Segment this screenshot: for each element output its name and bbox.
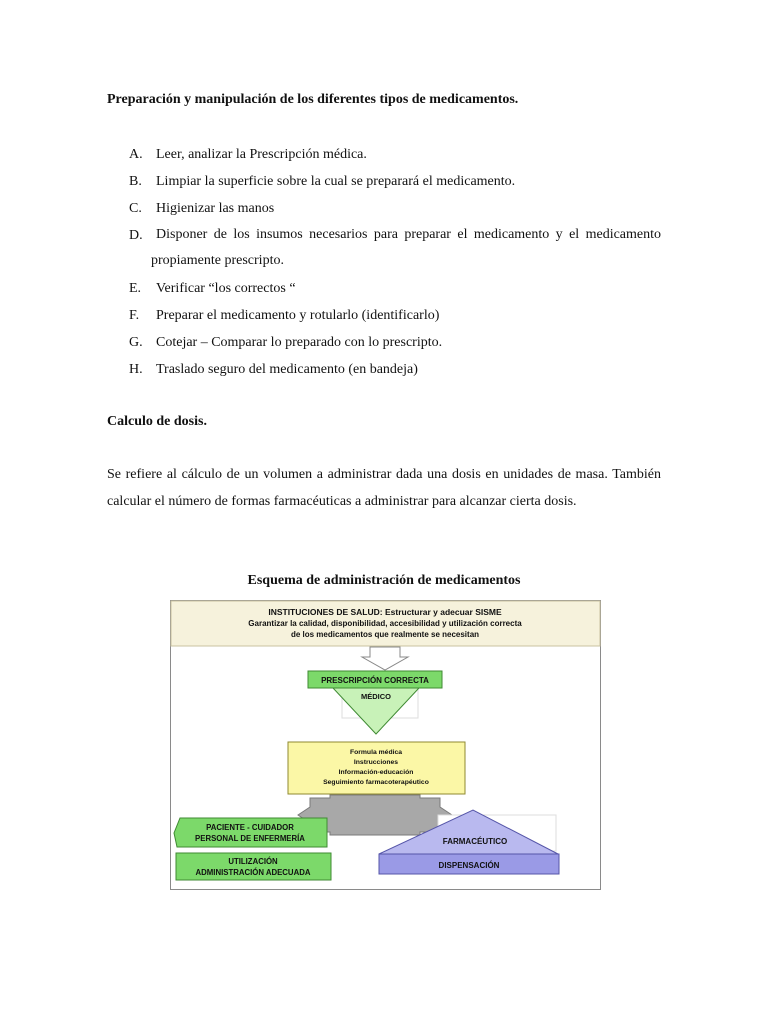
list-item xyxy=(129,222,661,275)
patient-line1: PACIENTE - CUIDADOR xyxy=(206,823,294,832)
dose-paragraph: Se refiere al cálculo de un volumen a administrar dada una dosis en unidades de masa. También calcular el número de formas farmacéuticas a administrar para alcanzar cierta dosis. xyxy=(107,467,661,509)
list-item xyxy=(129,329,661,356)
formula-line4: Seguimiento farmacoterapéutico xyxy=(323,779,429,786)
dispensing-label: DISPENSACIÓN xyxy=(438,861,500,870)
list-text: Preparar el medicamento y rotularlo (identificarlo) xyxy=(156,308,440,323)
list-text: Disponer de los insumos necesarios para preparar el medicamento y el medicamento propiamente prescripto. xyxy=(151,227,661,268)
list-letter: E. xyxy=(129,281,142,296)
list-letter: A. xyxy=(129,147,143,162)
administration-diagram xyxy=(170,600,601,890)
institutions-line2: Garantizar la calidad, disponibilidad, accesibilidad y utilización correcta xyxy=(248,619,522,628)
list-letter: F. xyxy=(129,308,140,323)
list-letter: C. xyxy=(129,201,142,216)
list-letter: D. xyxy=(129,228,143,243)
doctor-label: MÉDICO xyxy=(361,692,391,701)
diagram-svg xyxy=(170,600,601,890)
list-item xyxy=(129,168,661,195)
list-letter: G. xyxy=(129,335,143,350)
steps-list xyxy=(129,141,661,383)
diagram-title: Esquema de administración de medicamentos xyxy=(247,573,521,588)
list-text: Verificar “los correctos “ xyxy=(156,281,296,296)
institutions-line1: INSTITUCIONES DE SALUD: Estructurar y adecuar SISME xyxy=(268,607,502,617)
prescription-label: PRESCRIPCIÓN CORRECTA xyxy=(321,676,429,685)
list-item xyxy=(129,195,661,222)
list-text: Limpiar la superficie sobre la cual se preparará el medicamento. xyxy=(156,174,516,189)
formula-line2: Instrucciones xyxy=(353,759,399,766)
list-text: Traslado seguro del medicamento (en bandeja) xyxy=(156,362,418,377)
list-item xyxy=(129,275,661,302)
list-item xyxy=(129,141,661,168)
list-item xyxy=(129,356,661,383)
use-line1: UTILIZACIÓN xyxy=(228,857,278,866)
list-letter: B. xyxy=(129,174,142,189)
dose-heading: Calculo de dosis. xyxy=(107,414,207,429)
list-text: Cotejar – Comparar lo preparado con lo prescripto. xyxy=(156,335,443,350)
formula-line1: Formula médica xyxy=(349,749,403,756)
formula-line3: Información-educación xyxy=(338,769,414,776)
patient-line2: PERSONAL DE ENFERMERÍA xyxy=(195,834,305,843)
list-text: Higienizar las manos xyxy=(156,201,275,216)
use-line2: ADMINISTRACIÓN ADECUADA xyxy=(195,868,311,877)
pharmacist-label: FARMACÉUTICO xyxy=(442,837,508,846)
list-letter: H. xyxy=(129,362,143,377)
list-item xyxy=(129,302,661,329)
institutions-line3: de los medicamentos que realmente se necesitan xyxy=(290,630,480,639)
list-text: Leer, analizar la Prescripción médica. xyxy=(156,147,367,162)
section-heading: Preparación y manipulación de los diferentes tipos de medicamentos. xyxy=(107,92,519,107)
